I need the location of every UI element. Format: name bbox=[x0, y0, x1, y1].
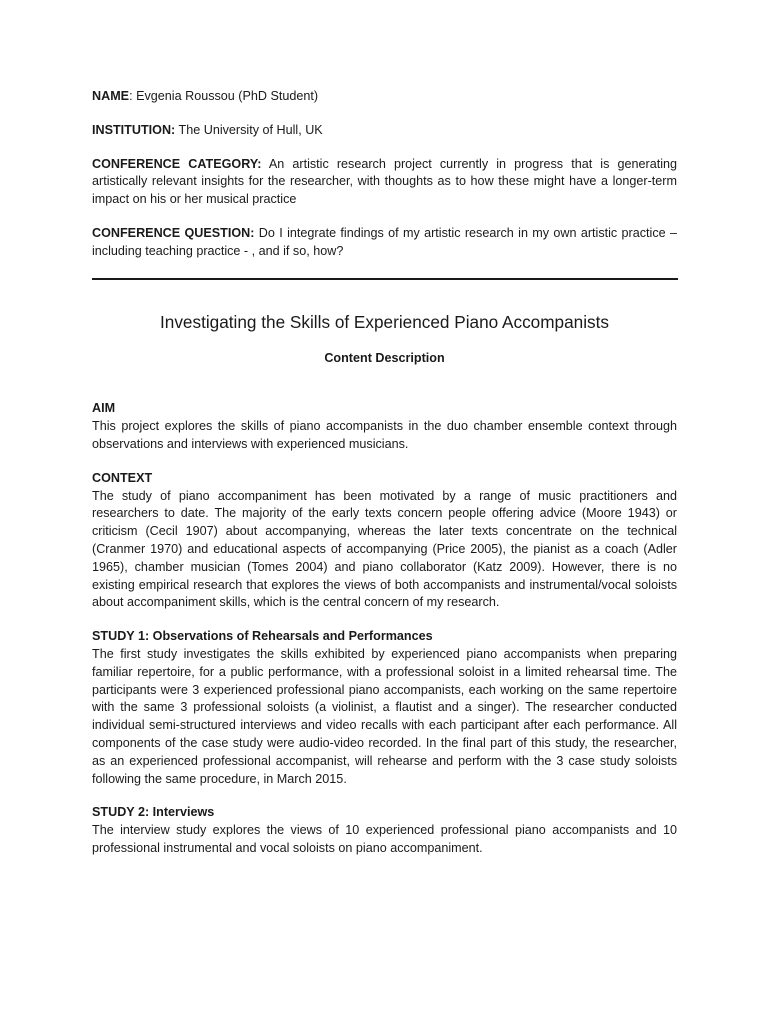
name-line bbox=[92, 88, 677, 106]
category-value: An artistic research project currently in progress that is generating artistically relevant insights for the researcher, with thoughts as to how these might have a longer-term impact on his or her musical practice bbox=[92, 156, 677, 207]
document-subtitle: Content Description bbox=[324, 350, 445, 365]
study2-body: The interview study explores the views of 10 experienced professional piano accompanists and 10 professional instrumental and vocal soloists on piano accompaniment. bbox=[92, 823, 677, 855]
section-study1 bbox=[92, 628, 677, 788]
section-context bbox=[92, 470, 677, 612]
context-heading: CONTEXT bbox=[92, 470, 153, 485]
study1-body: The first study investigates the skills exhibited by experienced piano accompanists when preparing familiar repertoire, for a public performance, with a professional soloist in a limited rehearsal time. The participants were 3 experienced professional piano accompanists, each working on the same repertoire with the same 3 professional soloists (a violinist, a flautist and a singer). The researcher conducted individual semi-structured interviews and video recalls with each participant after each performance. All components of the case study were audio-video recorded. In the final part of this study, the researcher, as an experienced professional accompanist, will rehearse and perform with the 3 case study soloists following the same procedure, in March 2015. bbox=[92, 646, 677, 786]
document-page bbox=[92, 88, 677, 858]
aim-heading: AIM bbox=[92, 401, 116, 416]
question-value: Do I integrate findings of my artistic research in my own artistic practice – including teaching practice - , and if so, how? bbox=[92, 225, 677, 258]
question-label: CONFERENCE QUESTION: bbox=[92, 225, 255, 240]
name-label: NAME bbox=[92, 89, 130, 103]
section-aim bbox=[92, 400, 677, 453]
category-label: CONFERENCE CATEGORY: bbox=[92, 156, 262, 171]
section-study2 bbox=[92, 804, 677, 857]
study1-heading: STUDY 1: Observations of Rehearsals and Performances bbox=[92, 629, 433, 644]
institution-value: The University of Hull, UK bbox=[175, 122, 323, 137]
conference-category bbox=[92, 156, 677, 209]
document-title: Investigating the Skills of Experienced Piano Accompanists bbox=[159, 311, 610, 332]
conference-question bbox=[92, 225, 677, 261]
institution-label: INSTITUTION: bbox=[92, 122, 176, 137]
context-body: The study of piano accompaniment has been motivated by a range of music practitioners and researchers to date. The majority of the early texts concern people offering advice (Moore 1943) or criticism (Cecil 1907) about accompanying, whereas the later texts concentrate on the technical (Cranmer 1970) and educational aspects of accompanying (Price 2005), the pianist as a coach (Adler 1965), chamber musician (Tomes 2004) and piano collaborator (Katz 2009). However, there is no existing empirical research that explores the views of both accompanists and instrumental/vocal soloists about accompaniment skills, which is the central concern of my research. bbox=[92, 488, 677, 610]
horizontal-divider bbox=[92, 278, 678, 280]
aim-body: This project explores the skills of piano accompanists in the duo chamber ensemble context through observations and interviews with experienced musicians. bbox=[92, 419, 677, 451]
name-value: : Evgenia Roussou (PhD Student) bbox=[129, 89, 319, 103]
institution-line bbox=[92, 122, 677, 140]
study2-heading: STUDY 2: Interviews bbox=[92, 805, 215, 820]
